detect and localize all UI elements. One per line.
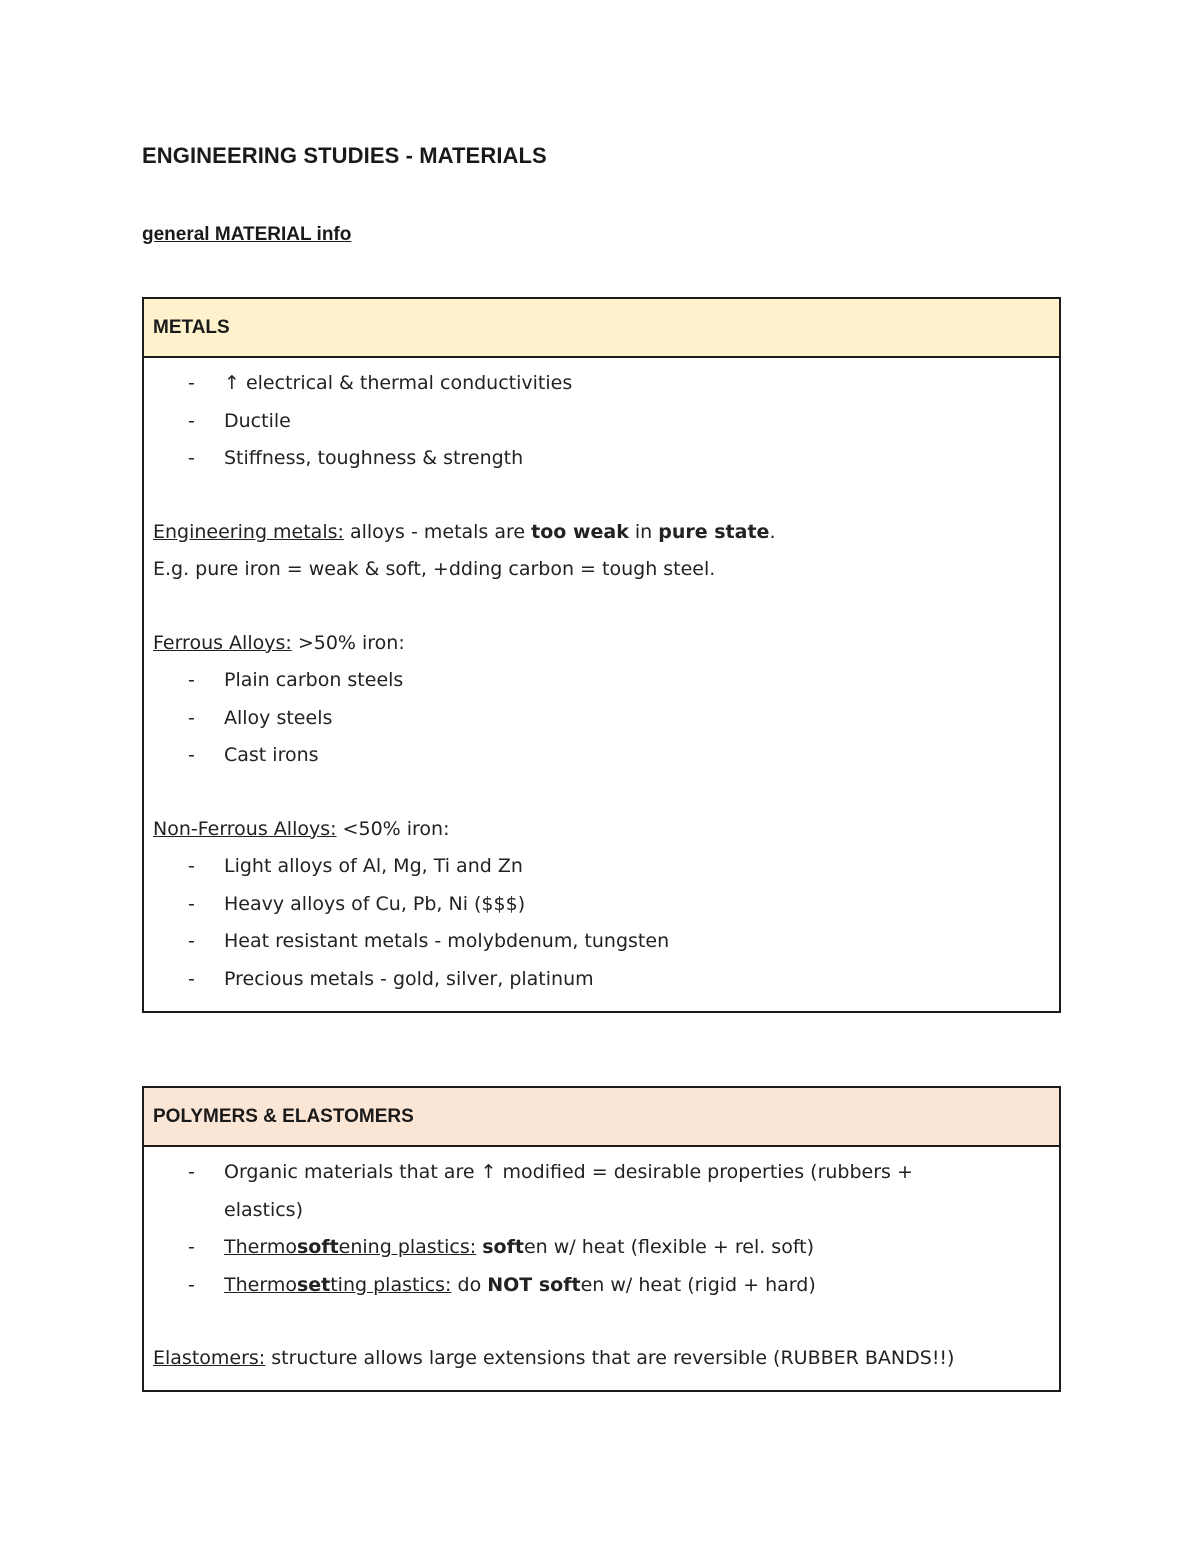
label-run-bold: soft — [296, 1236, 339, 1258]
bold-run: soft — [482, 1236, 524, 1258]
metals-header — [144, 299, 1059, 358]
list-item — [153, 1154, 1059, 1192]
list-item — [153, 662, 1059, 700]
polymers-box — [142, 1086, 1061, 1392]
bullet-dash: - — [188, 744, 195, 766]
bullet-dash: - — [188, 1161, 195, 1183]
list-item-text: Organic materials that are ↑ modified = desirable properties (rubbers + — [224, 1161, 913, 1183]
polymers-header — [144, 1088, 1059, 1147]
list-item-text: Cast irons — [224, 744, 319, 766]
list-item — [153, 961, 1059, 999]
bullet-dash: - — [188, 855, 195, 877]
list-item — [153, 737, 1059, 775]
list-item — [153, 848, 1059, 886]
list-item — [153, 365, 1059, 403]
bullet-dash: - — [188, 930, 195, 952]
metals-body — [144, 358, 1059, 998]
list-item-text: ↑ electrical & thermal conductivities — [224, 372, 573, 394]
page-title: ENGINEERING STUDIES - MATERIALS — [142, 143, 547, 168]
ferrous-alloys-paragraph — [153, 625, 1059, 663]
text-run: structure allows large extensions that are reversible (RUBBER BANDS!!) — [265, 1347, 955, 1369]
bullet-dash: - — [188, 447, 195, 469]
engineering-metals-label: Engineering metals: — [153, 520, 344, 543]
list-item-text: Stiffness, toughness & strength — [224, 447, 524, 469]
list-item — [153, 440, 1059, 478]
bullet-dash: - — [188, 967, 195, 990]
engineering-metals-paragraph — [153, 514, 1059, 552]
elastomers-paragraph — [153, 1340, 1059, 1378]
bullet-dash: - — [188, 409, 195, 432]
bold-run: too weak — [531, 520, 629, 543]
label-run-bold: set — [296, 1273, 331, 1296]
list-item — [153, 886, 1059, 924]
label-run: Thermo — [224, 1273, 297, 1296]
label-run: Thermo — [224, 1236, 297, 1258]
text-run: en w/ heat (rigid + hard) — [580, 1273, 816, 1296]
elastomers-label: Elastomers: — [153, 1347, 266, 1369]
bullet-dash: - — [188, 892, 195, 915]
list-item-text: Light alloys of Al, Mg, Ti and Zn — [224, 855, 523, 877]
list-item — [153, 1267, 1059, 1305]
list-item-text: Ductile — [224, 409, 291, 432]
metals-box — [142, 297, 1061, 1013]
non-ferrous-alloys-paragraph — [153, 811, 1059, 849]
polymers-header-label: POLYMERS & ELASTOMERS — [153, 1105, 414, 1127]
list-item-continuation — [153, 1192, 1059, 1230]
bullet-dash: - — [188, 669, 195, 691]
list-item-text: Heavy alloys of Cu, Pb, Ni ($$$) — [224, 892, 526, 915]
list-item — [153, 403, 1059, 441]
text-run: do — [451, 1273, 488, 1296]
bold-run: NOT soft — [487, 1273, 581, 1296]
list-item-text: Alloy steels — [224, 706, 333, 729]
bullet-dash: - — [188, 706, 195, 729]
thermosoftening-label — [224, 1236, 476, 1258]
list-item-text: elastics) — [224, 1198, 303, 1221]
non-ferrous-alloys-label: Non-Ferrous Alloys: — [153, 817, 337, 840]
bullet-dash: - — [188, 1236, 195, 1258]
list-item-text: Heat resistant metals - molybdenum, tungsten — [224, 930, 670, 952]
text-run: in — [628, 520, 659, 543]
bullet-dash: - — [188, 372, 195, 394]
label-run: ening plastics: — [338, 1236, 477, 1258]
text-run: >50% iron: — [291, 631, 405, 654]
ferrous-alloys-label: Ferrous Alloys: — [153, 631, 292, 654]
text-run: . — [769, 520, 776, 543]
list-item — [153, 700, 1059, 738]
list-item — [153, 923, 1059, 961]
list-item-text: Precious metals - gold, silver, platinum — [224, 967, 594, 990]
text-run: <50% iron: — [336, 817, 450, 840]
text-run: en w/ heat (flexible + rel. soft) — [523, 1236, 815, 1258]
metals-header-label: METALS — [153, 316, 230, 338]
list-item-text: Plain carbon steels — [224, 669, 404, 691]
bold-run: pure state — [658, 520, 770, 543]
polymers-body — [144, 1147, 1059, 1378]
text-run: alloys - metals are — [343, 520, 532, 543]
example-paragraph: E.g. pure iron = weak & soft, +dding carbon = tough steel. — [153, 558, 716, 580]
thermosetting-label — [224, 1274, 451, 1296]
section-heading: general MATERIAL info — [142, 224, 352, 245]
bullet-dash: - — [188, 1273, 195, 1296]
list-item — [153, 1229, 1059, 1267]
label-run: ting plastics: — [330, 1273, 452, 1296]
